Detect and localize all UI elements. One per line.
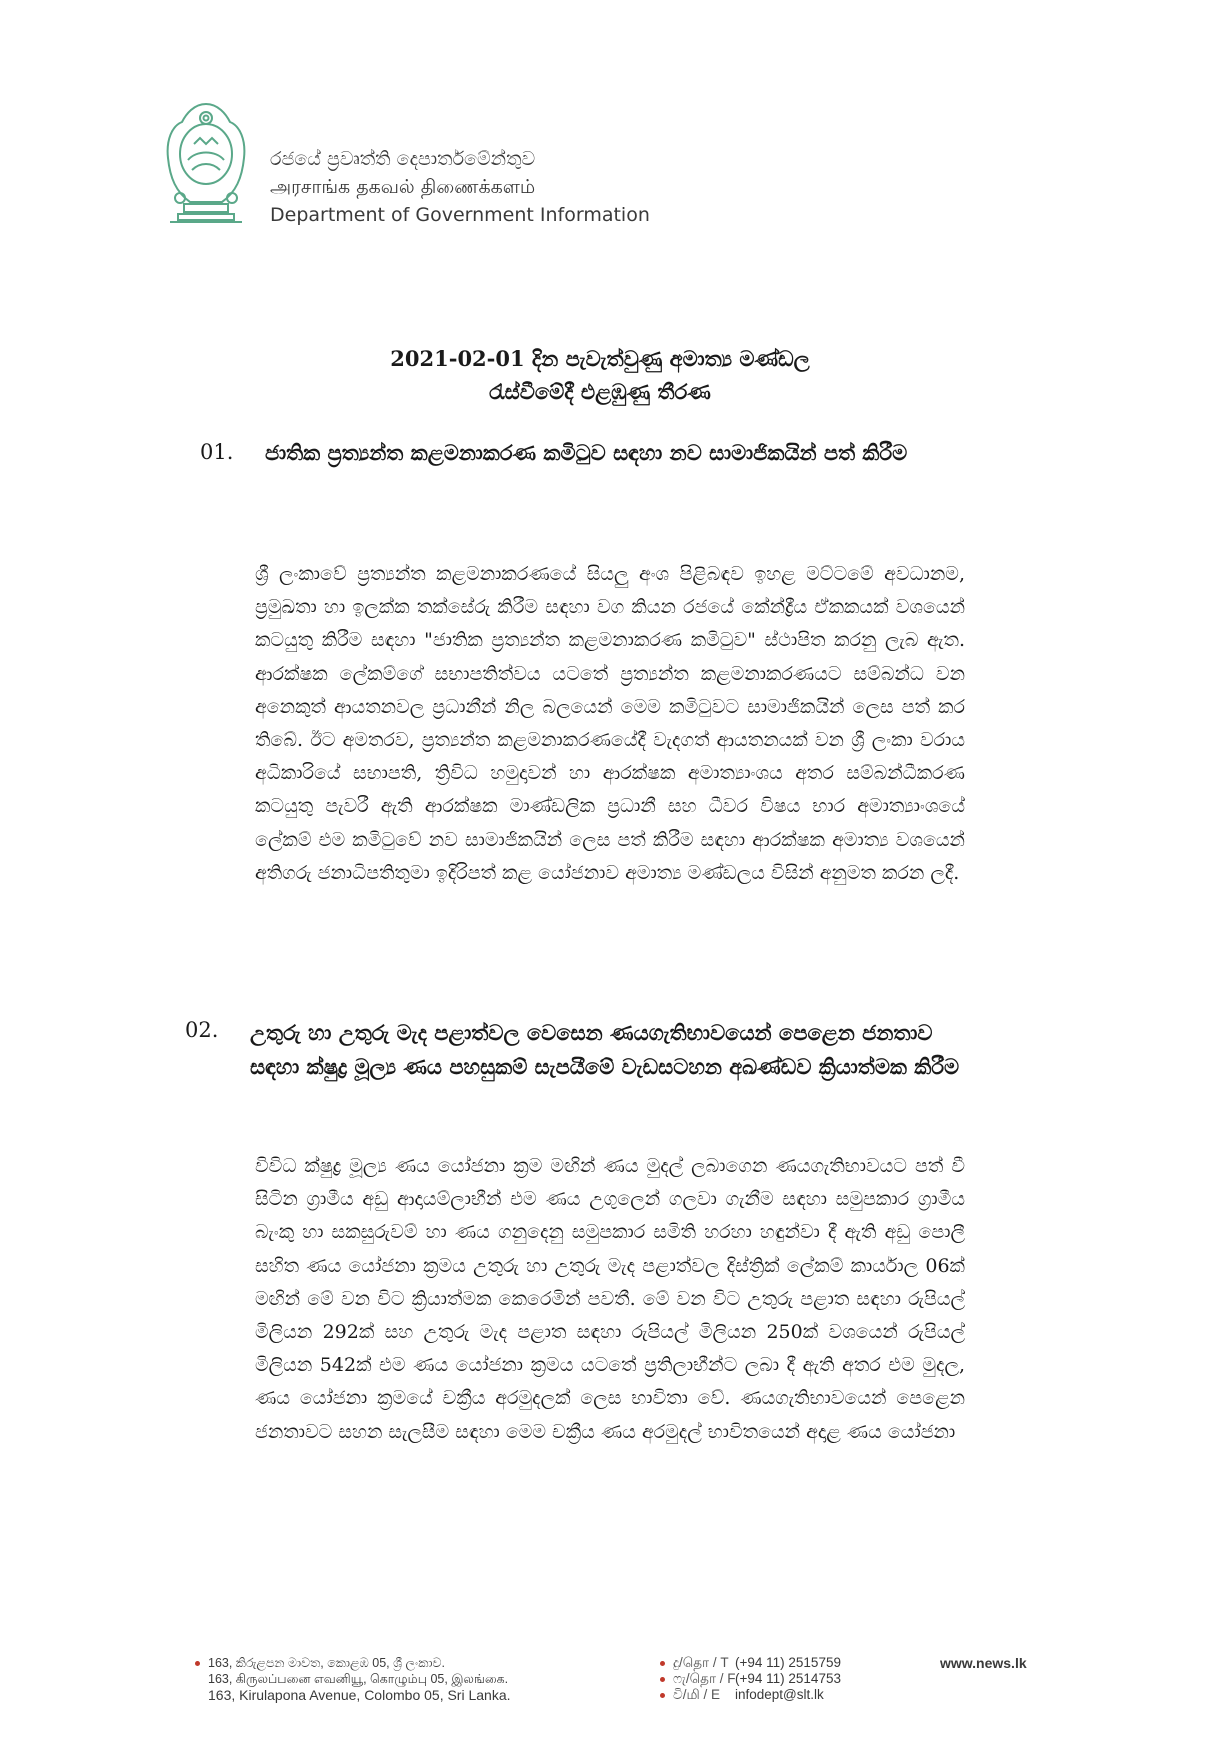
phone-number: (+94 11) 2515759	[735, 1655, 841, 1670]
title-line-1: 2021-02-01 දින පැවැත්වුණු අමාත්‍ය මණ්ඩල	[390, 346, 810, 371]
section-2-body: විවිධ ක්ෂුද්‍ර මූල්‍ය ණය යෝජනා ක්‍රම මඟින් ණය මුදල් ලබාගෙන ණයගැතිභාවයට පත් වී සිටින ග්‍රාමීය අඩු ආදායම්ලාභීන් එම ණය උගුලෙන් ගලවා ගැනීම සඳහා සමුපකාර ග්‍රාමීය බැංකු හා සකසුරුවම් හා ණය ගනුදෙනු සමුපකාර සමිති හරහා හඳුන්වා දී ඇති අඩු පොලී සහිත ණය යෝජනා ක්‍රමය උතුරු හා උතුරු මැද පළාත්වල දිස්ත්‍රික් ලේකම් කාර්යාල 06ක් මඟින් මේ වන විට ක්‍රියාත්මක කෙරෙමින් පවතී. මේ වන විට උතුරු පළාත සඳහා රුපියල් මිලියන 292ක් සහ උතුරු මැද පළාත සඳහා රුපියල් මිලියන 250ක් වශයෙන් රුපියල් මිලියන 542ක් එම ණය යෝජනා ක්‍රමය යටතේ ප්‍රතිලාභීන්ට ලබා දී ඇති අතර එම මුදල, ණය යෝජනා ක්‍රමයේ චක්‍රීය අරමුදලක් ලෙස භාවිතා වේ. ණයගැතිභාවයෙන් පෙළෙන ජනතාවට සහන සැලසීම සඳහා මෙම චක්‍රීය ණය අරමුදල් භාවිතයෙන් අදාළ ණය යෝජනා	[255, 1155, 965, 1443]
section-2-number: 02.	[185, 1018, 219, 1042]
department-name-block	[270, 145, 650, 229]
section-2-heading: උතුරු හා උතුරු මැද පළාත්වල වෙසෙන ණයගැතිභාවයෙන් පෙළෙන ජනතාව සඳහා ක්ෂුද්‍ර මූල්‍ය ණය පහසුකම් සැපයීමේ වැඩසටහන අඛණ්ඩව ක්‍රියාත්මක කිරීම	[250, 1020, 960, 1079]
title-line-2: රැස්වීමේදී එළඹුණු තීරණ	[489, 379, 711, 404]
section-1-heading: ජාතික ප්‍රත්‍යන්ත කළමනාකරණ කමිටුව සඳහා නව සාමාජිකයින් පත් කිරීම	[265, 440, 908, 465]
section-1-number: 01.	[200, 440, 234, 464]
department-name-english: Department of Government Information	[270, 204, 650, 226]
footer-address	[195, 1655, 511, 1703]
document-title	[300, 342, 900, 408]
bullet-icon	[195, 1661, 200, 1666]
address-tamil: 163, கிருலப்பனை எவனியூ, கொழும்பு 05, இலங்கை.	[208, 1672, 509, 1686]
address-sinhala: 163, කිරුළපන මාවත, කොළඹ 05, ශ්‍රී ලංකාව.	[208, 1656, 445, 1670]
section-1-body: ශ්‍රී ලංකාවේ ප්‍රත්‍යන්ත කළමනාකරණයේ සියලු අංශ පිළිබඳව ඉහළ මට්ටමේ අවධානම, ප්‍රමුඛතා හා ඉලක්ක තක්සේරු කිරීම සඳහා වග කියන රජයේ කේන්ද්‍රීය ඒකකයක් වශයෙන් කටයුතු කිරීම සඳහා "ජාතික ප්‍රත්‍යන්ත කළමනාකරණ කමිටුව" ස්ථාපිත කරනු ලැබ ඇත. ආරක්ෂක ලේකම්ගේ සභාපතිත්වය යටතේ ප්‍රත්‍යන්ත කළමනාකරණයට සම්බන්ධ වන අනෙකුත් ආයතනවල ප්‍රධානීන් නිල බලයෙන් මෙම කමිටුවට සාමාජිකයින් ලෙස පත් කර තිබේ. ඊට අමතරව, ප්‍රත්‍යන්ත කළමනාකරණයේදී වැදගත් ආයතනයක් වන ශ්‍රී ලංකා වරාය අධිකාරියේ සභාපති, ත්‍රිවිධ හමුදාවන් හා ආරක්ෂක අමාත්‍යාංශය අතර සම්බන්ධීකරණ කටයුතු පැවරී ඇති ආරක්ෂක මාණ්ඩලික ප්‍රධානී සහ ධීවර විෂය භාර අමාත්‍යාංශයේ ලේකම් එම කමිටුවේ නව සාමාජිකයින් ලෙස පත් කිරීම සඳහා ආරක්ෂක අමාත්‍ය වශයෙන් අතිගරු ජනාධිපතිතුමා ඉදිරිපත් කළ යෝජනාව අමාත්‍ය මණ්ඩලය විසින් අනුමත කරන ලදී.	[255, 563, 965, 884]
website-link[interactable]: www.news.lk	[940, 1655, 1027, 1671]
phone-label: දු/தொ / T	[673, 1655, 729, 1670]
department-name-tamil: அரசாங்க தகவல் திணைக்களம்	[270, 176, 536, 198]
email-label: වි/மி / E	[673, 1687, 721, 1702]
fax-label: ෆැ/தொ / F	[673, 1671, 736, 1686]
bullet-icon	[660, 1661, 665, 1666]
address-english: 163, Kirulapona Avenue, Colombo 05, Sri Lanka.	[208, 1687, 511, 1703]
bullet-icon	[660, 1677, 665, 1682]
bullet-icon	[660, 1693, 665, 1698]
government-emblem-icon	[160, 100, 252, 232]
department-name-sinhala: රජයේ ප්‍රවෘත්ති දෙපාර්තමේන්තුව	[270, 148, 536, 170]
footer-contacts	[660, 1655, 841, 1703]
email-address[interactable]: infodept@slt.lk	[735, 1687, 824, 1702]
fax-number: (+94 11) 2514753	[735, 1671, 841, 1686]
